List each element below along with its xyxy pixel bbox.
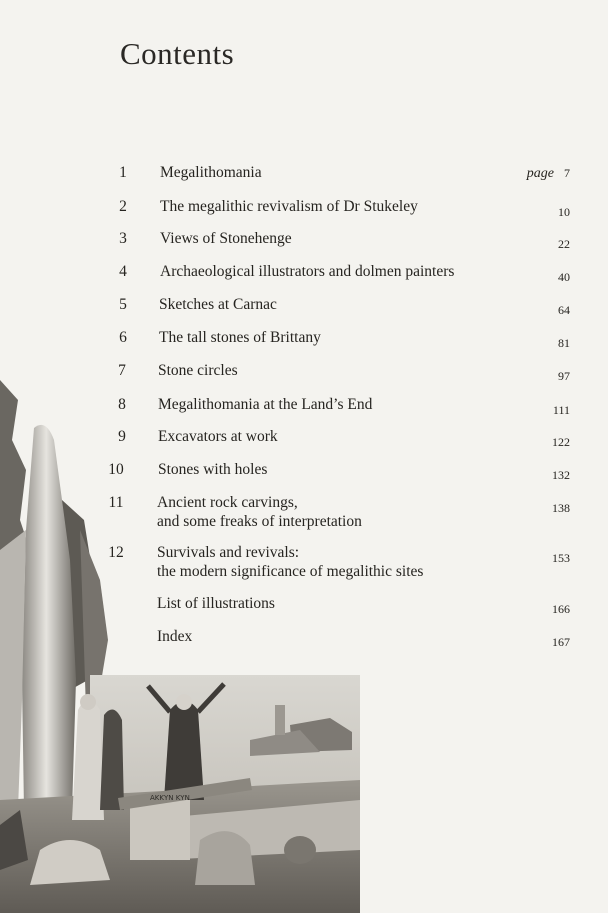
chapter-title: Views of Stonehenge <box>160 230 292 247</box>
page-number: 122 <box>552 435 570 449</box>
chapter-number: 6 <box>119 329 127 346</box>
chapter-number: 5 <box>119 296 127 313</box>
page-number: 40 <box>558 270 570 284</box>
chapter-title: Megalithomania <box>160 164 262 181</box>
chapter-title: The megalithic revivalism of Dr Stukeley <box>160 198 418 215</box>
page-number: 22 <box>558 237 570 251</box>
chapter-title: The tall stones of Brittany <box>159 329 321 346</box>
page-label: page <box>526 166 554 181</box>
chapter-title: Stones with holes <box>158 461 268 478</box>
page-number: 97 <box>558 369 570 383</box>
chapter-title: Ancient rock carvings, <box>157 494 298 511</box>
page-number: 81 <box>558 336 570 350</box>
page-title: Contents <box>120 36 235 71</box>
engraving-illustration <box>0 380 360 913</box>
page-number: 10 <box>558 205 570 219</box>
chapter-number: 10 <box>108 461 124 478</box>
page-number: 111 <box>552 403 570 417</box>
page-number: 167 <box>552 635 570 649</box>
page-number: 153 <box>552 551 570 565</box>
chapter-title: Stone circles <box>158 362 238 379</box>
chapter-title-continued: the modern significance of megalithic sites <box>157 563 424 580</box>
page-number: 132 <box>552 468 570 482</box>
chapter-number: 12 <box>108 544 124 561</box>
chapter-title: Excavators at work <box>158 428 278 445</box>
page-number: 64 <box>558 303 570 317</box>
chapter-number: 11 <box>108 494 124 511</box>
chapter-title: Survivals and revivals: <box>157 544 300 561</box>
chapter-number: 3 <box>119 230 127 247</box>
chapter-title: Megalithomania at the Land’s End <box>158 396 373 413</box>
page-number: page 7 <box>526 166 570 181</box>
section-title: Index <box>157 628 193 645</box>
chapter-title: Archaeological illustrators and dolmen painters <box>160 263 455 280</box>
chapter-number: 7 <box>118 362 126 379</box>
page-number: 166 <box>552 602 570 616</box>
section-title: List of illustrations <box>157 595 275 612</box>
engraving-inscription: ΑΚΚΥΝ ΚΥΝ <box>150 794 190 802</box>
chapter-number: 9 <box>118 428 126 445</box>
chapter-number: 8 <box>118 396 126 413</box>
chapter-title-continued: and some freaks of interpretation <box>157 513 362 530</box>
page-number: 138 <box>552 501 570 515</box>
chapter-title: Sketches at Carnac <box>159 296 277 313</box>
chapter-number: 2 <box>119 198 127 215</box>
chapter-number: 4 <box>119 263 127 280</box>
chapter-number: 1 <box>119 164 127 181</box>
